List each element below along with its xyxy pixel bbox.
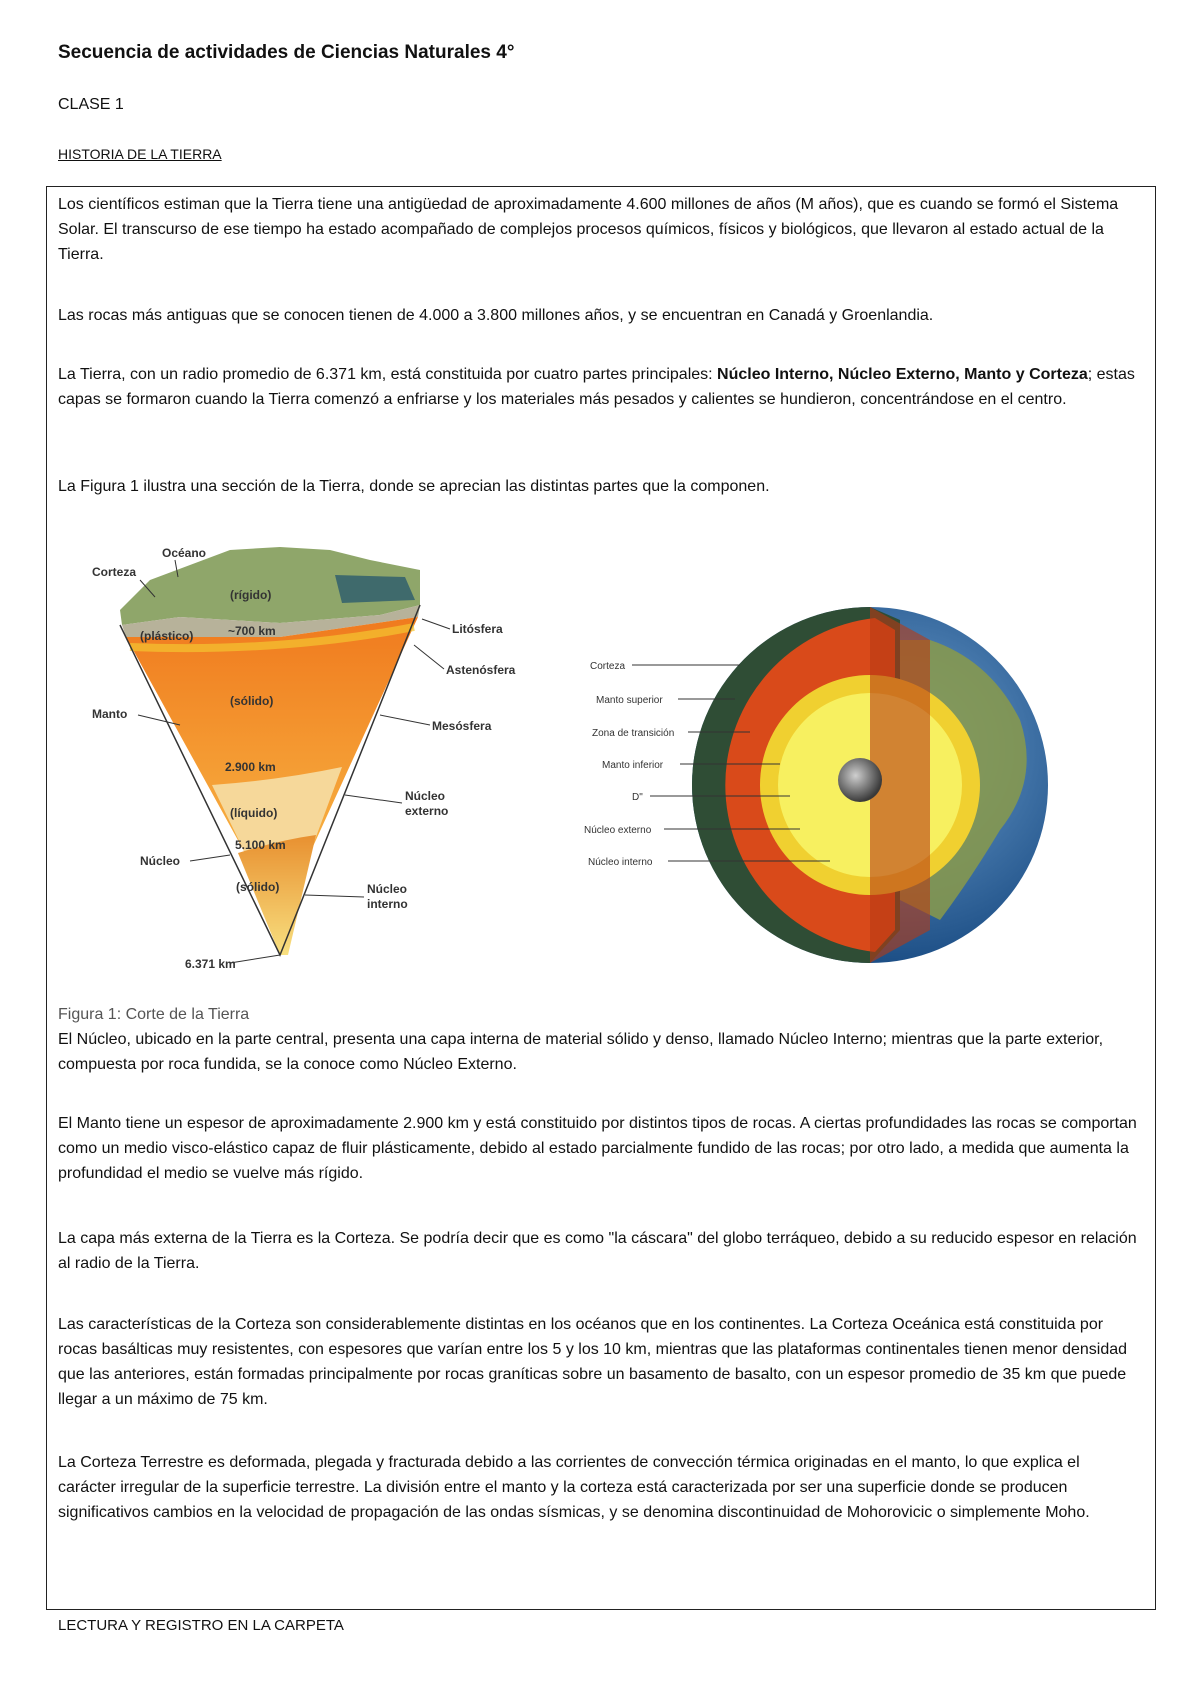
paragraph-rocks: Las rocas más antiguas que se conocen tienen de 4.000 a 3.800 millones años, y se encuentran en Canadá y Groenlandia. <box>58 307 934 324</box>
structure-text-a: La Tierra, con un radio promedio de 6.371 km, está constituida por cuatro partes principales: <box>58 366 718 383</box>
label-solido-nucleo: (sólido) <box>236 880 280 894</box>
globe-label-2: Zona de transición <box>592 728 675 739</box>
structure-layers-bold: Núcleo Interno, Núcleo Externo, Manto y Corteza <box>717 366 1088 383</box>
structure-text-b: ; estas capas se formaron cuando la Tierra comenzó a enfriarse y los materiales más pesados y calientes se hundieron, concentrándose en el centro. <box>58 366 1135 408</box>
label-nucleo-interno-1: Núcleo <box>367 882 408 896</box>
label-mesosfera: Mesósfera <box>432 719 492 733</box>
leader-astenosfera <box>414 645 444 669</box>
globe-inner-core <box>838 758 882 802</box>
earth-wedge-diagram <box>80 535 520 975</box>
section-heading: HISTORIA DE LA TIERRA <box>58 146 222 162</box>
label-oceano: Océano <box>162 546 207 560</box>
label-plastico: (plástico) <box>140 629 194 643</box>
label-litosfera: Litósfera <box>452 622 503 636</box>
label-6371km: 6.371 km <box>185 957 236 971</box>
label-2900km: 2.900 km <box>225 760 276 774</box>
globe-label-6: Núcleo interno <box>588 857 653 868</box>
label-nucleo-externo-1: Núcleo <box>405 789 446 803</box>
paragraph-core: El Núcleo, ubicado en la parte central, presenta una capa interna de material sólido y denso, llamado Núcleo Interno; mientras que la parte exterior, compuesta por roca fundida, se la conoce como Núcleo Externo. <box>58 1031 1104 1073</box>
paragraph-structure <box>58 362 1138 412</box>
globe-label-5: Núcleo externo <box>584 825 652 836</box>
label-5100km: 5.100 km <box>235 838 286 852</box>
leader-litosfera <box>422 619 450 629</box>
label-nucleo-interno-2: interno <box>367 897 408 911</box>
paragraph-crust: La capa más externa de la Tierra es la Corteza. Se podría decir que es como "la cáscara" del globo terráqueo, debido a su reducido espesor en relación al radio de la Tierra. <box>58 1230 1137 1272</box>
label-nucleo-externo-2: externo <box>405 804 449 818</box>
label-astenosfera: Astenósfera <box>446 663 516 677</box>
globe-label-3: Manto inferior <box>602 760 664 771</box>
label-manto: Manto <box>92 707 128 721</box>
figure-caption: Figura 1: Corte de la Tierra <box>58 1006 250 1023</box>
paragraph-crust-types: Las características de la Corteza son considerablemente distintas en los océanos que en los continentes. La Corteza Oceánica está constituida por rocas basálticas muy resistentes, con espesores que varían entre los 5 y los 10 km, mientras que las plataformas continentales tienen menor densidad que las anteriores, están formadas principalmente por rocas graníticas sobre un basamento de basalto, con un espesor promedio de 35 km que puede llegar a un máximo de 75 km. <box>58 1316 1128 1408</box>
globe-label-4: D" <box>632 792 643 803</box>
page-title: Secuencia de actividades de Ciencias Naturales 4° <box>58 42 515 63</box>
label-corteza: Corteza <box>92 565 137 579</box>
label-nucleo: Núcleo <box>140 854 181 868</box>
paragraph-deformation: La Corteza Terrestre es deformada, plegada y fracturada debido a las corrientes de convección térmica originadas en el manto, lo que explica el carácter irregular de la superficie terrestre. La división entre el manto y la corteza está caracterizada por ser una superficie donde se producen significativos cambios en la velocidad de propagación de las ondas sísmicas, y se denomina discontinuidad de Mohorovicic o simplemente Moho. <box>58 1454 1090 1521</box>
paragraph-age: Los científicos estiman que la Tierra tiene una antigüedad de aproximadamente 4.600 millones de años (M años), que es cuando se formó el Sistema Solar. El transcurso de ese tiempo ha estado acompañado de complejos procesos químicos, físicos y biológicos, que llevaron al estado actual de la Tierra. <box>58 196 1119 263</box>
ocean-block <box>335 575 415 603</box>
earth-globe-diagram <box>570 600 1120 980</box>
class-label: CLASE 1 <box>58 96 124 113</box>
globe-label-0: Corteza <box>590 661 626 672</box>
label-700km: ~700 km <box>228 624 276 638</box>
label-solido-manto: (sólido) <box>230 694 274 708</box>
paragraph-figure-ref: La Figura 1 ilustra una sección de la Tierra, donde se aprecian las distintas partes que la componen. <box>58 478 770 495</box>
leader-nucleo <box>190 855 230 861</box>
paragraph-mantle: El Manto tiene un espesor de aproximadamente 2.900 km y está constituido por distintos tipos de rocas. A ciertas profundidades las rocas se comportan como un medio visco-elástico capaz de fluir plásticamente, debido al estado parcialmente fundido de las rocas; por otro lado, a medida que aumenta la profundidad el medio se vuelve más rígido. <box>58 1115 1137 1182</box>
leader-nucleo-externo <box>345 795 402 803</box>
label-rigido: (rígido) <box>230 588 272 602</box>
label-liquido: (líquido) <box>230 806 278 820</box>
footer-instruction: LECTURA Y REGISTRO EN LA CARPETA <box>58 1617 344 1634</box>
leader-mesosfera <box>380 715 430 725</box>
leader-nucleo-interno <box>305 895 364 897</box>
leader-6371 <box>230 955 280 963</box>
globe-label-1: Manto superior <box>596 695 663 706</box>
